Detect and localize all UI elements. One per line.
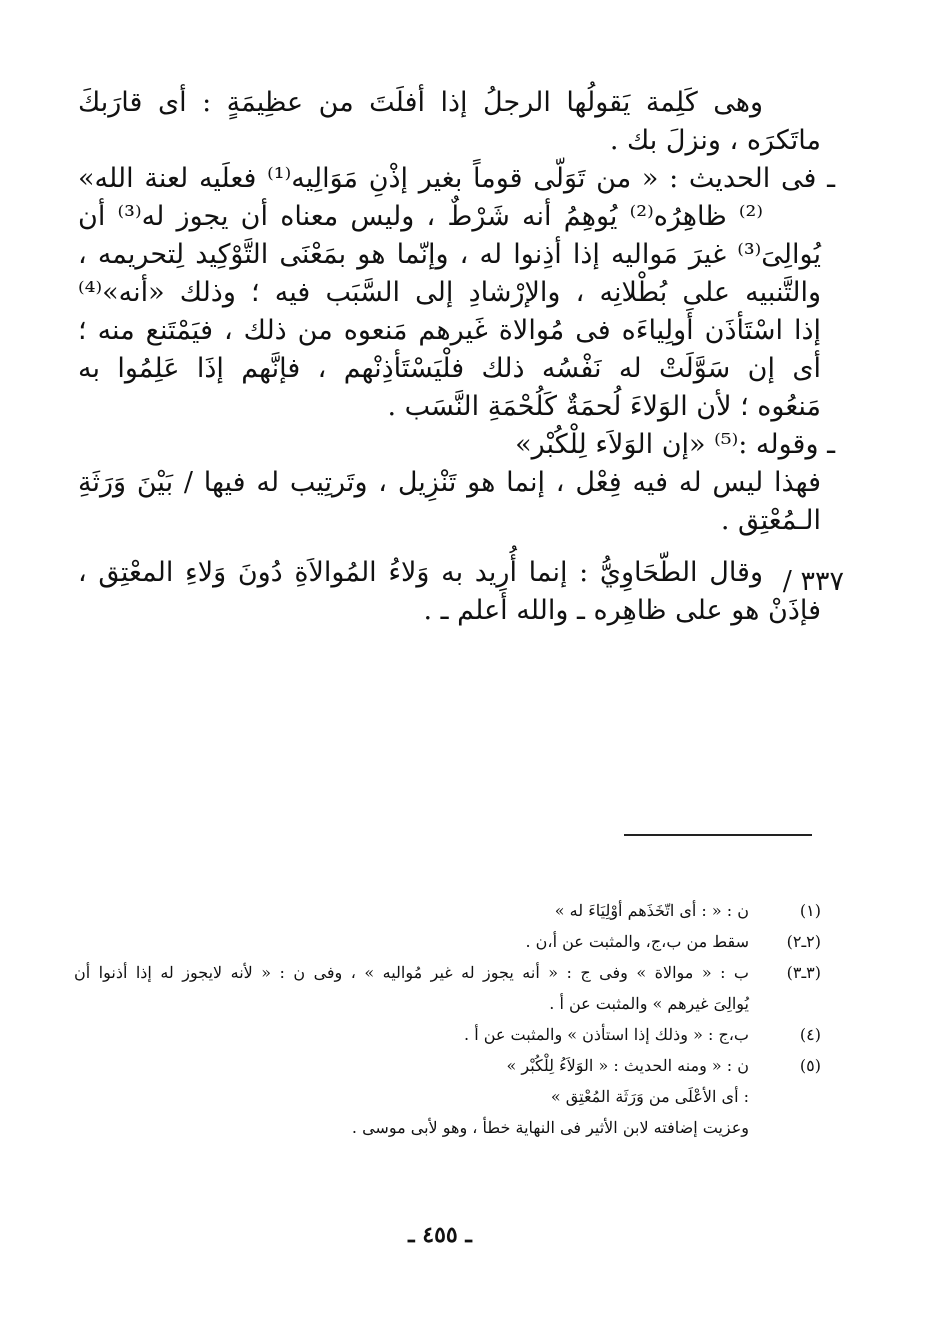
footnote [74, 895, 821, 926]
footnote [74, 1112, 821, 1143]
text-line: وهى كَلِمة يَقولُها الرجلُ إذا أفلَتَ من عظِيمَةٍ : أى قارَبكَ [78, 87, 763, 118]
page-number: ـ ٤٥٥ ـ [408, 1222, 472, 1248]
footnote-number: (٣ـ٣) [786, 963, 821, 982]
footnote [74, 988, 821, 1019]
text-line: فهذا ليس له فيه فِعْل ، إنما هو تَنْزِيل ، وتَرتِيب له فيها / بَيْنَ وَرَثَةِ [78, 467, 821, 498]
footnote-number: (٤) [799, 1025, 821, 1044]
footnote-number: (٥) [799, 1056, 821, 1075]
text-line: والتَّنبيه على بُطْلانِه ، والإرْشادِ إلى السَّبَب فيه ؛ وذلك «أنه»⁽⁴⁾ [78, 277, 821, 308]
text-line: ـ وقوله :⁽⁵⁾ «إن الوَلاَء لِلْكُبْر» [515, 429, 835, 460]
footnote-text: ب،ج : « وذلك إذا استأذن » والمثبت عن أ . [464, 1025, 749, 1044]
footnote-text: ب : « موالاة » وفى ج : « أنه يجوز له غير مُواليه » ، وفى ن : « لأنه لايجوز له إذا أذنوا أن [74, 963, 749, 982]
text-line: أى إن سَوَّلَتْ له نَفْسُه ذلك فلْيَسْتَأذِنْهم ، فإنَّهم إذَا عَلِمُوا به [78, 353, 821, 384]
footnote-text: يُوالِىَ غيرهم » والمثبت عن أ . [549, 994, 749, 1013]
footnote-text: : أى الأعْلَى من وَرَثَة المُعْتِق » [550, 1087, 749, 1106]
text-line: وقال الطّحَاوِيُّ : إنما أُرِيد به وَلاءُ المُوالاَةِ دُونَ وَلاءِ المعْتِق ، [78, 557, 763, 588]
text-line: إذا اسْتَأذَن أَولِياءَه فى مُوالاة غَيرهم مَنعوه من ذلك ، فيَمْتَنع منه ؛ [78, 315, 821, 346]
footnote-divider [624, 834, 812, 836]
footnotes [74, 895, 821, 1143]
text-line: الـمُعْتِق . [720, 505, 821, 536]
manuscript-page-marker: ٣٣٧ / [782, 566, 844, 597]
footnote-text: ن : « : أى اتّخَذَهم أوْلِيَاءَ له » [554, 901, 749, 920]
footnote-number: (٢ـ٢) [786, 932, 821, 951]
text-line: يُوالِىَ⁽³⁾ غيرَ مَواليه إذا أذِنوا له ، وإنّما هو بمَعْنَى التَّوْكِيد لِتحريمه ، [78, 239, 821, 270]
footnote-text: سقط من ب،ج، والمثبت عن أ،ن . [525, 932, 749, 951]
text-line: ماتَكرَه ، ونزلَ بك . [609, 125, 821, 156]
text-line: فإذَنْ هو على ظاهِره ـ والله أعلم ـ . [423, 595, 821, 626]
footnote [74, 957, 821, 988]
footnote [74, 926, 821, 957]
footnote-text: وعزيت إضافته لابن الأثير فى النهاية خطأ ، وهو لأبى موسى . [351, 1118, 749, 1137]
footnote-number: (١) [799, 901, 821, 920]
footnote [74, 1019, 821, 1050]
footnote [74, 1081, 821, 1112]
text-line: ـ فى الحديث : « من تَوَلّى قوماً بغير إذْنِ مَوَالِيه⁽¹⁾ فعلَيه لعنة الله» [78, 163, 836, 194]
main-text [78, 84, 836, 630]
text-line: مَنعُوه ؛ لأن الوَلاءَ لُحمَةٌ كَلُحْمَةِ النَّسَب . [387, 391, 821, 422]
footnote [74, 1050, 821, 1081]
text-line: ⁽²⁾ ظاهِرُه⁽²⁾ يُوهِمُ أنه شَرْطٌ ، وليس معناه أن يجوز له⁽³⁾ أن [78, 201, 764, 232]
footnote-text: ن : « ومنه الحديث : « الوَلاَءُ لِلْكُبْر » [506, 1056, 749, 1075]
